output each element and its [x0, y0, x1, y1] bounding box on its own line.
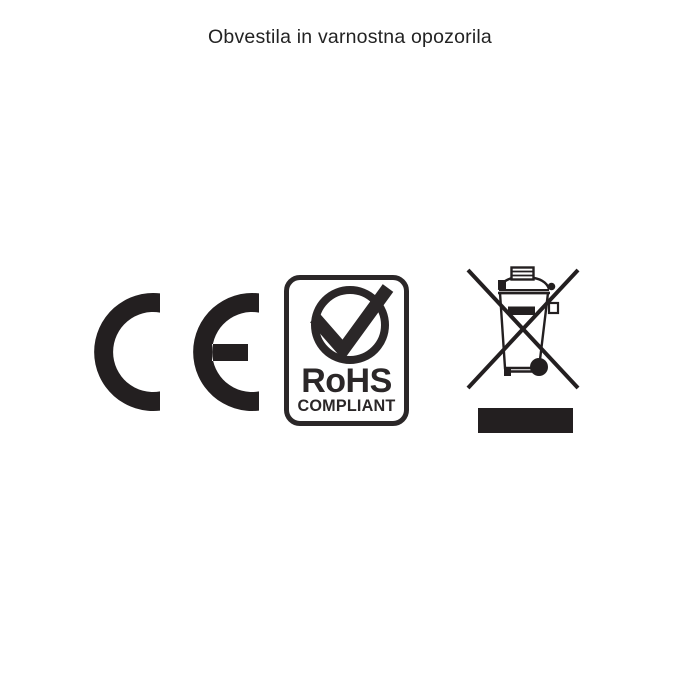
weee-black-bar: [478, 408, 573, 433]
ce-letter-c: [94, 293, 160, 411]
weee-bin-handle: [512, 268, 534, 280]
page-title: Obvestila in varnostna opozorila: [208, 26, 492, 48]
rohs-subtitle: COMPLIANT: [297, 397, 396, 415]
rohs-title: RoHS: [301, 362, 392, 400]
rohs-badge: [284, 275, 409, 426]
weee-crossed-wheelie-bin-icon: [460, 260, 585, 440]
weee-bin-wheel: [530, 358, 548, 376]
rohs-checkmark-icon: [289, 280, 404, 368]
ce-mark-icon: [94, 293, 260, 411]
ce-letter-e: [193, 293, 259, 411]
